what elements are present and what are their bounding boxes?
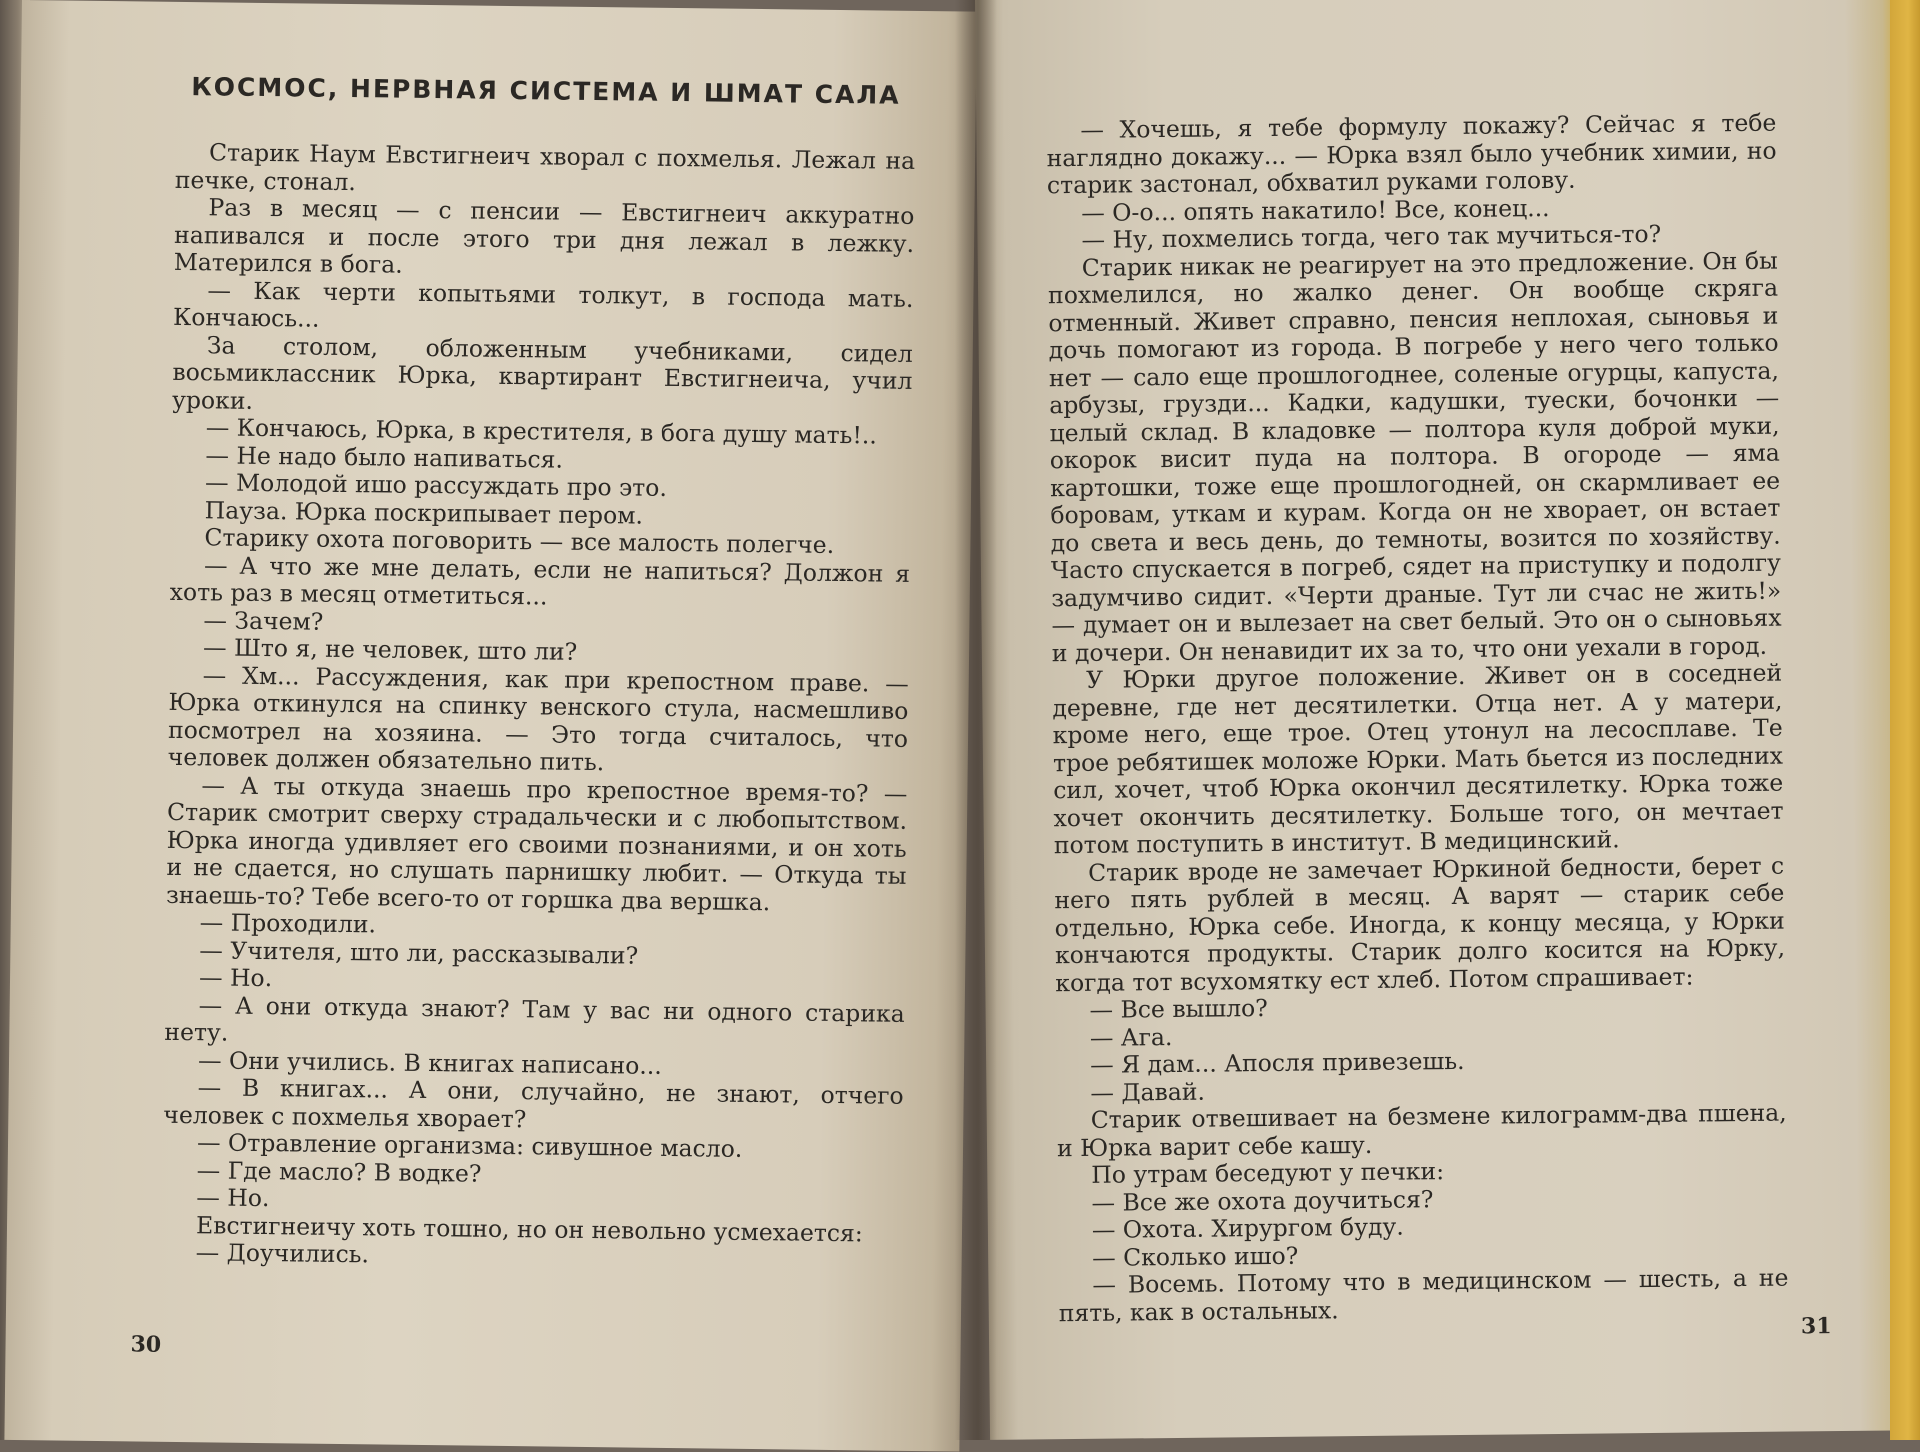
paragraph: Старик вроде не замечает Юркиной бедности, берет с него пять рублей в месяц. А варят — старик себе отдельно, Юрка себе. Иногда, к концу месяца, у Юрки кончаются продукты. Старик долго косится на Юрку, когда тот всухомятку ест хлеб. Потом спрашивает: — [1054, 851, 1786, 997]
right-page-text — [1046, 110, 1789, 1328]
left-page-text — [162, 139, 916, 1275]
paragraph: По утрам беседуют у печки: — [1091, 1157, 1445, 1189]
paragraph: — А что же мне делать, если не напиться? Должон я хоть раз в месяц отметиться... — [169, 550, 911, 611]
paragraph: Старик Наум Евстигнеич хворал с похмелья. Лежал на печке, стонал. — [174, 138, 916, 196]
page-number-right: 31 — [1800, 1313, 1832, 1340]
paragraph: Пауза. Юрка поскрипывает пером. — [204, 495, 644, 530]
paragraph: — Хочешь, я тебе формулу покажу? Сейчас я тебе наглядно докажу... — Юрка взял было учебник химии, но старик застонал, обхватил руками голову. — [1046, 108, 1777, 200]
paragraph: — Сколько ишо? — [1092, 1241, 1299, 1272]
paragraph: — Проходили. — [199, 908, 377, 939]
paragraph: — Зачем? — [203, 605, 324, 636]
paragraph: — О-о... опять накатило! Все, конец... — [1081, 193, 1550, 227]
paragraph: — В книгах... А они, случайно, не знают, отчего человек с похмелья хворает? — [163, 1073, 904, 1133]
right-page — [975, 0, 1920, 1440]
paragraph: — Што я, не человек, што ли? — [202, 633, 578, 666]
paragraph: Евстигнеичу хоть тошно, но он невольно усмехается: — [195, 1210, 863, 1247]
book-spine-gutter — [955, 0, 997, 1440]
paragraph: Старику охота поговорить — все малость полегче. — [204, 523, 835, 559]
paragraph: — Восемь. Потому что в медицинском — шесть, а не пять, как в остальных. — [1058, 1263, 1789, 1327]
paragraph: — Кончаюсь, Юрка, в крестителя, в бога душу мать!.. — [205, 413, 877, 450]
paragraph: Раз в месяц — с пенсии — Евстигнеич аккуратно напивался и после этого три дня лежал в лежку. Матерился в бога. — [173, 193, 915, 279]
paragraph: — Учителя, што ли, рассказывали? — [199, 935, 639, 970]
paragraph: — Все же охота доучиться? — [1091, 1184, 1434, 1217]
paragraph: — Ну, похмелись тогда, чего так мучиться-то? — [1081, 219, 1662, 254]
paragraph: — Но. — [196, 1183, 270, 1213]
paragraph: — Давай. — [1090, 1077, 1206, 1107]
paragraph: Старик никак не реагирует на это предложение. Он бы похмелился, но жалко денег. Он вообще скряга отменный. Живет справно, пенсия неплохая, сыновья и дочь помогают из города. В погребе у него чего только нет — сало еще прошлогоднее, соленые огурцы, капуста, арбузы, грузди... Кадки, кадушки, туески, бочонки — целый склад. В кладовке — полтора куля доброй муки, окорок висит пуда на полтора. В огороде — яма картошки, тоже еще прошлогодней, он скармливает ее боровам, уткам и курам. Когда он не хворает, он встает до света и весь день, до темноты, возится по хозяйству. Часто спускается в погреб, сядет на приступку и подолгу задумчиво сидит. «Черти драные. Тут ли счас не жить!» — думает он и вылезает на свет белый. Это он о сыновьях и дочери. Он ненавидит их за то, что они уехали в город. — [1047, 246, 1782, 667]
paragraph: — Молодой ишо рассуждать про это. — [204, 468, 668, 502]
paragraph: За столом, обложенным учебниками, сидел восьмиклассник Юрка, квартирант Евстигнеича, учил уроки. — [171, 330, 913, 415]
paragraph: — Отравление организма: сивушное масло. — [196, 1128, 743, 1163]
paragraph: — Охота. Хирургом буду. — [1091, 1212, 1404, 1244]
paragraph: — Доучились. — [195, 1238, 370, 1269]
paragraph: — Где масло? В водке? — [196, 1155, 482, 1188]
paragraph: — Как черти копытьями толкут, в господа мать. Кончаюсь... — [172, 275, 914, 333]
paragraph: — Я дам... Апосля привезешь. — [1090, 1046, 1465, 1079]
running-header: КОСМОС, НЕРВНАЯ СИСТЕМА И ШМАТ САЛА — [191, 72, 901, 110]
page-number-left: 30 — [130, 1331, 162, 1358]
paragraph: У Юрки другое положение. Живет он в соседней деревне, где нет десятилетки. Отца нет. А у матери, кроме него, еще трое. Отец утонул на лесосплаве. Те трое ребятишек моложе Юрки. Мать бьется из последних сил, хочет, чтоб Юрка окончил десятилетку. Юрка тоже хочет окончить десятилетку. Больше того, он мечтает потом поступить в институт. В медицинский. — [1052, 658, 1784, 860]
paragraph: — Не надо было напиваться. — [205, 440, 564, 474]
paragraph: — Хм... Рассуждения, как при крепостном праве. — Юрка откинулся на спинку венского стула, насмешливо посмотрел на хозяина. — Это тогда считалось, что человек должен обязательно пить. — [167, 660, 909, 777]
paragraph: Старик отвешивает на безмене килограмм-два пшена, и Юрка варит себе кашу. — [1056, 1098, 1787, 1162]
paragraph: — Ага. — [1089, 1022, 1173, 1052]
left-page — [4, 0, 977, 1452]
paragraph: — Но. — [198, 963, 273, 993]
book-cover-edge — [1890, 0, 1920, 1440]
paragraph: — Все вышло? — [1089, 993, 1268, 1024]
paragraph: — А они откуда знают? Там у вас ни одного старика нету. — [164, 990, 905, 1047]
paragraph: — Они учились. В книгах написано... — [197, 1045, 662, 1080]
paragraph: — А ты откуда знаешь про крепостное время-то? — Старик смотрит сверху страдальчески и с любопытством. Юрка иногда удивляет его своими познаниями, и он хоть и не сдается, но слушать парнишку любит. — Откуда ты знаешь-то? Тебе всего-то от горшка два вершка. — [165, 770, 908, 916]
